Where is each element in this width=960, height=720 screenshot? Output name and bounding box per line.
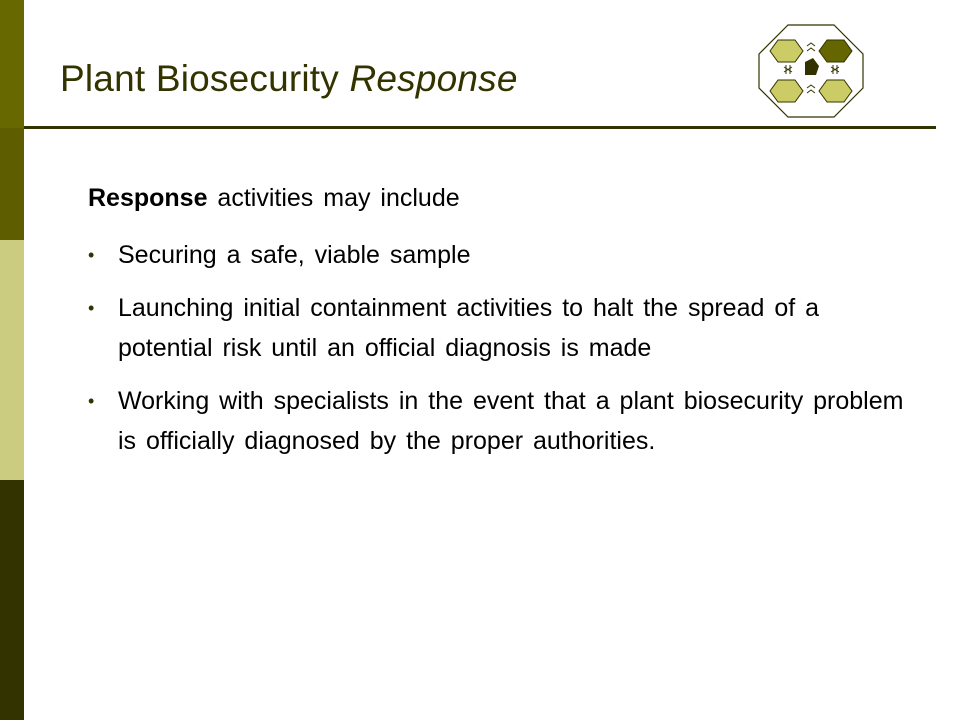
bullet-item <box>88 381 908 461</box>
title-main: Plant Biosecurity <box>60 58 350 99</box>
bullet-text: Working with specialists in the event that a plant biosecurity problem is officially diagnosed by the proper authorities. <box>118 387 904 455</box>
sidebar-segment-upper <box>0 128 24 240</box>
intro-line <box>88 178 908 218</box>
bullet-text: Launching initial containment activities to halt the spread of a potential risk until an official diagnosis is made <box>118 294 820 362</box>
title-emphasis: Response <box>349 58 518 99</box>
sidebar-segment-top <box>0 0 24 128</box>
title-divider <box>24 126 936 129</box>
sidebar-segment-middle <box>0 240 24 480</box>
sidebar-decoration <box>0 0 24 720</box>
bullet-item <box>88 235 908 275</box>
sidebar-segment-bottom <box>0 480 24 720</box>
bullet-list <box>88 235 908 461</box>
slide-body <box>88 178 908 474</box>
intro-keyword: Response <box>88 184 208 212</box>
bullet-text: Securing a safe, viable sample <box>118 241 471 269</box>
bullet-dot-icon: • <box>88 391 95 411</box>
bullet-item <box>88 288 908 368</box>
hexagon-logo-icon <box>758 24 864 118</box>
slide-title <box>60 58 518 100</box>
bullet-dot-icon: • <box>88 245 95 265</box>
bullet-dot-icon: • <box>88 298 95 318</box>
intro-text: activities may include <box>207 184 460 212</box>
